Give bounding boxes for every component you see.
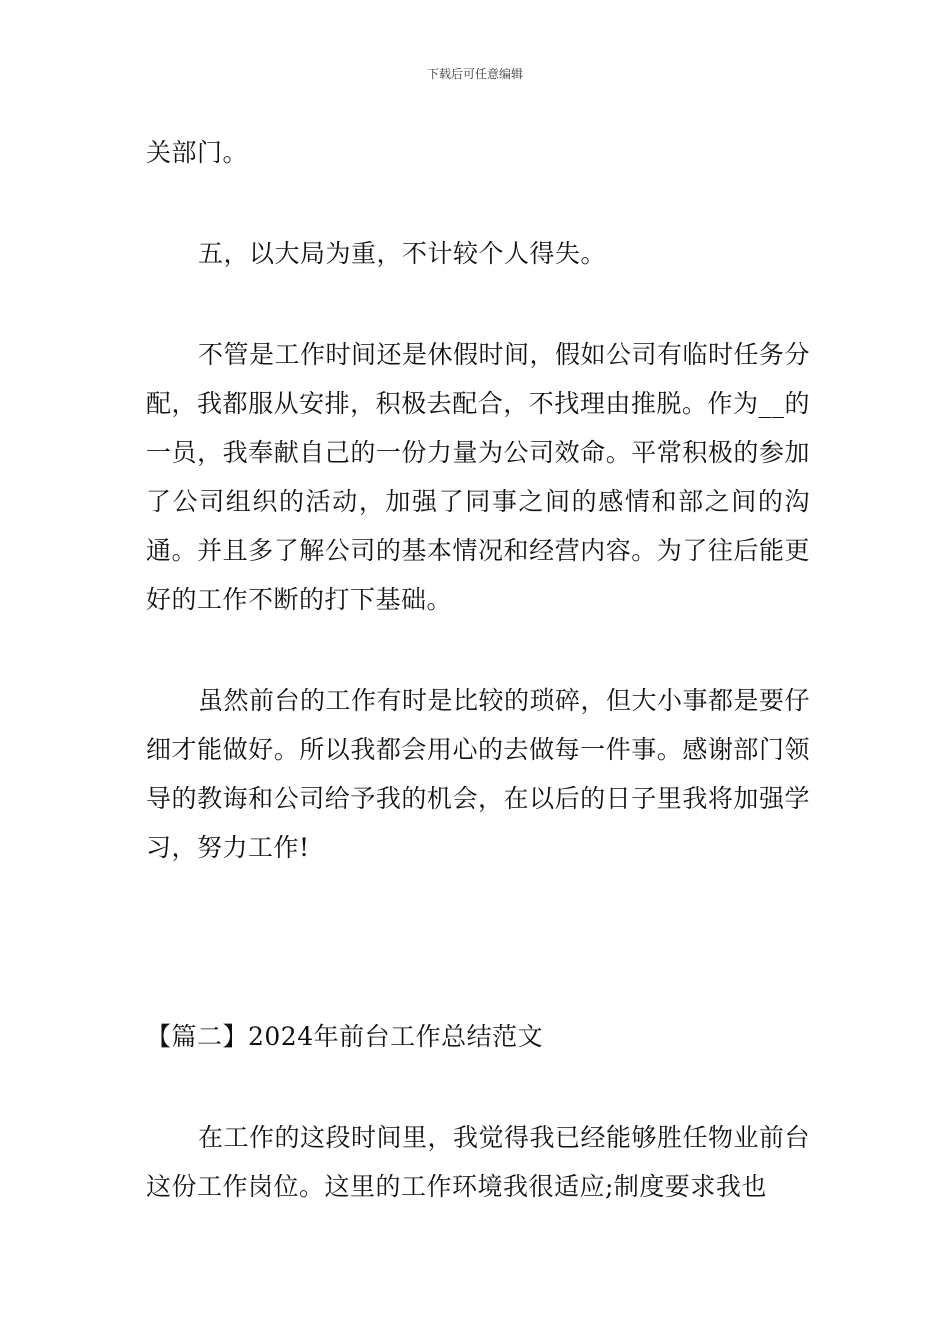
section-heading-five: 五，以大局为重，不计较个人得失。 bbox=[198, 239, 607, 268]
paragraph-part-two-intro: 在工作的这段时间里，我觉得我已经能够胜任物业前台这份工作岗位。这里的工作环境我很适应;制度要求我也 bbox=[146, 1123, 811, 1201]
article-title-part-two: 【篇二】2024年前台工作总结范文 bbox=[146, 1022, 544, 1051]
paragraph-front-desk: 虽然前台的工作有时是比较的琐碎，但大小事都是要仔细才能做好。所以我都会用心的去做每一件事。感谢部门领导的教诲和公司给予我的机会，在以后的日子里我将加强学习，努力工作! bbox=[146, 686, 811, 862]
paragraph-continuation: 关部门。 bbox=[146, 138, 249, 167]
document-body bbox=[146, 128, 810, 1211]
page-header: 下载后可任意编辑 bbox=[426, 67, 523, 81]
paragraph-work-attitude: 不管是工作时间还是休假时间，假如公司有临时任务分配，我都服从安排，积极去配合，不找理由推脱。作为__的一员，我奉献自己的一份力量为公司效命。平常积极的参加了公司组织的活动，加强了同事之间的感情和部之间的沟通。并且多了解公司的基本情况和经营内容。为了往后能更好的工作不断的打下基础。 bbox=[146, 340, 811, 614]
